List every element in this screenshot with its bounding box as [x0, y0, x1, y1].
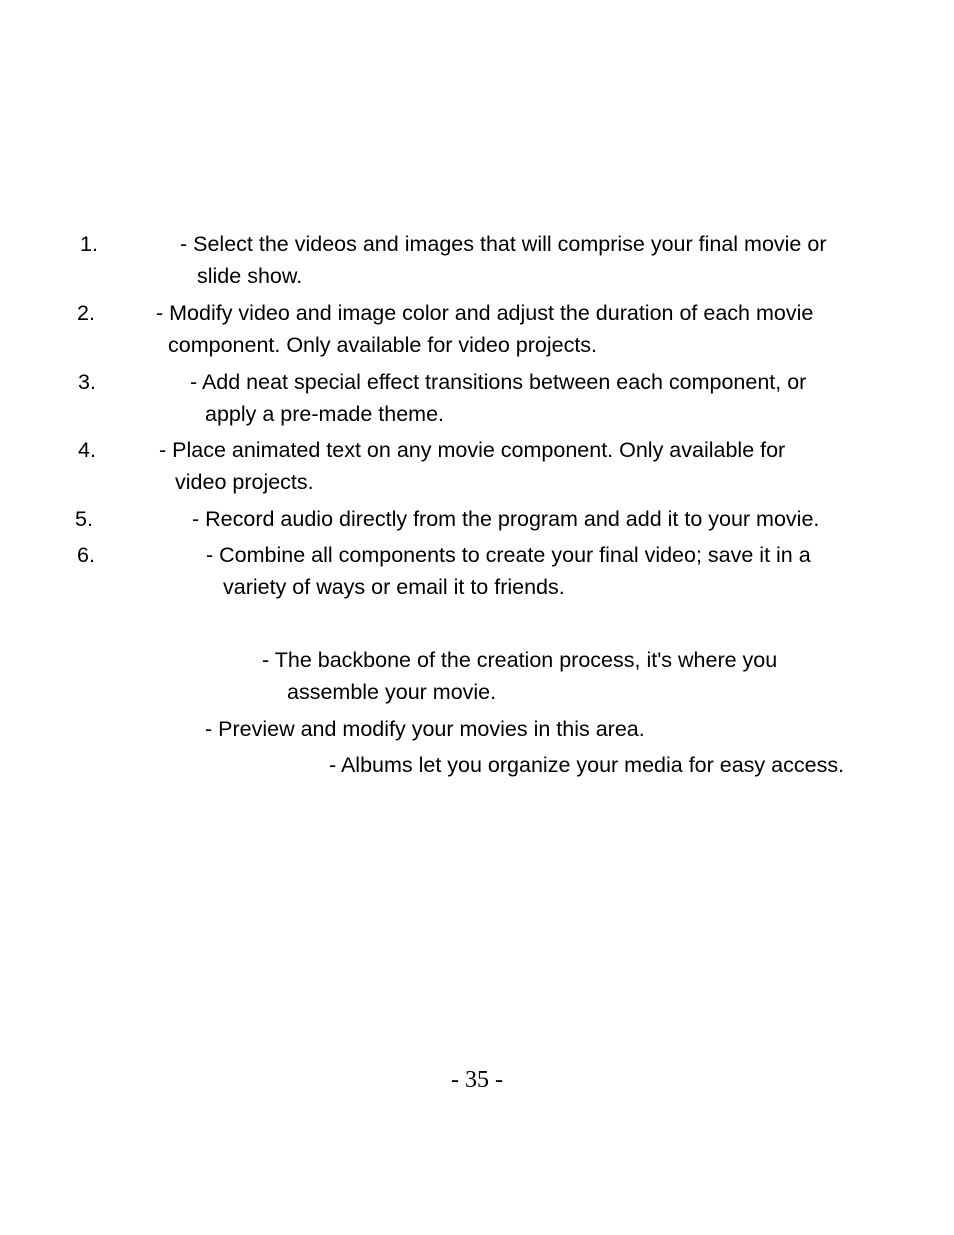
- step-text-continued: variety of ways or email it to friends.: [223, 575, 565, 599]
- step-text: - Place animated text on any movie component. Only available for: [159, 438, 786, 462]
- area-text: - The backbone of the creation process, it's where you: [262, 648, 778, 672]
- step-text: - Select the videos and images that will comprise your final movie or: [180, 232, 827, 256]
- step-text: - Combine all components to create your final video; save it in a: [206, 543, 811, 567]
- step-text: - Add neat special effect transitions between each component, or: [190, 370, 807, 394]
- area-text: - Preview and modify your movies in this area.: [205, 717, 645, 741]
- step-text: - Record audio directly from the program and add it to your movie.: [192, 507, 820, 531]
- step-text: - Modify video and image color and adjust the duration of each movie: [156, 301, 814, 325]
- step-number: 4.: [78, 438, 96, 462]
- step-text-continued: slide show.: [197, 264, 303, 288]
- step-number: 2.: [77, 301, 95, 325]
- step-number: 5.: [75, 507, 93, 531]
- area-text-continued: assemble your movie.: [287, 680, 497, 704]
- step-text-continued: component. Only available for video projects.: [168, 333, 598, 357]
- step-number: 1.: [80, 232, 98, 256]
- area-text: - Albums let you organize your media for easy access.: [329, 753, 845, 777]
- page-number: - 35 -: [451, 1067, 503, 1093]
- step-number: 3.: [78, 370, 96, 394]
- step-text-continued: apply a pre-made theme.: [205, 402, 445, 426]
- step-text-continued: video projects.: [175, 470, 314, 494]
- step-number: 6.: [77, 543, 95, 567]
